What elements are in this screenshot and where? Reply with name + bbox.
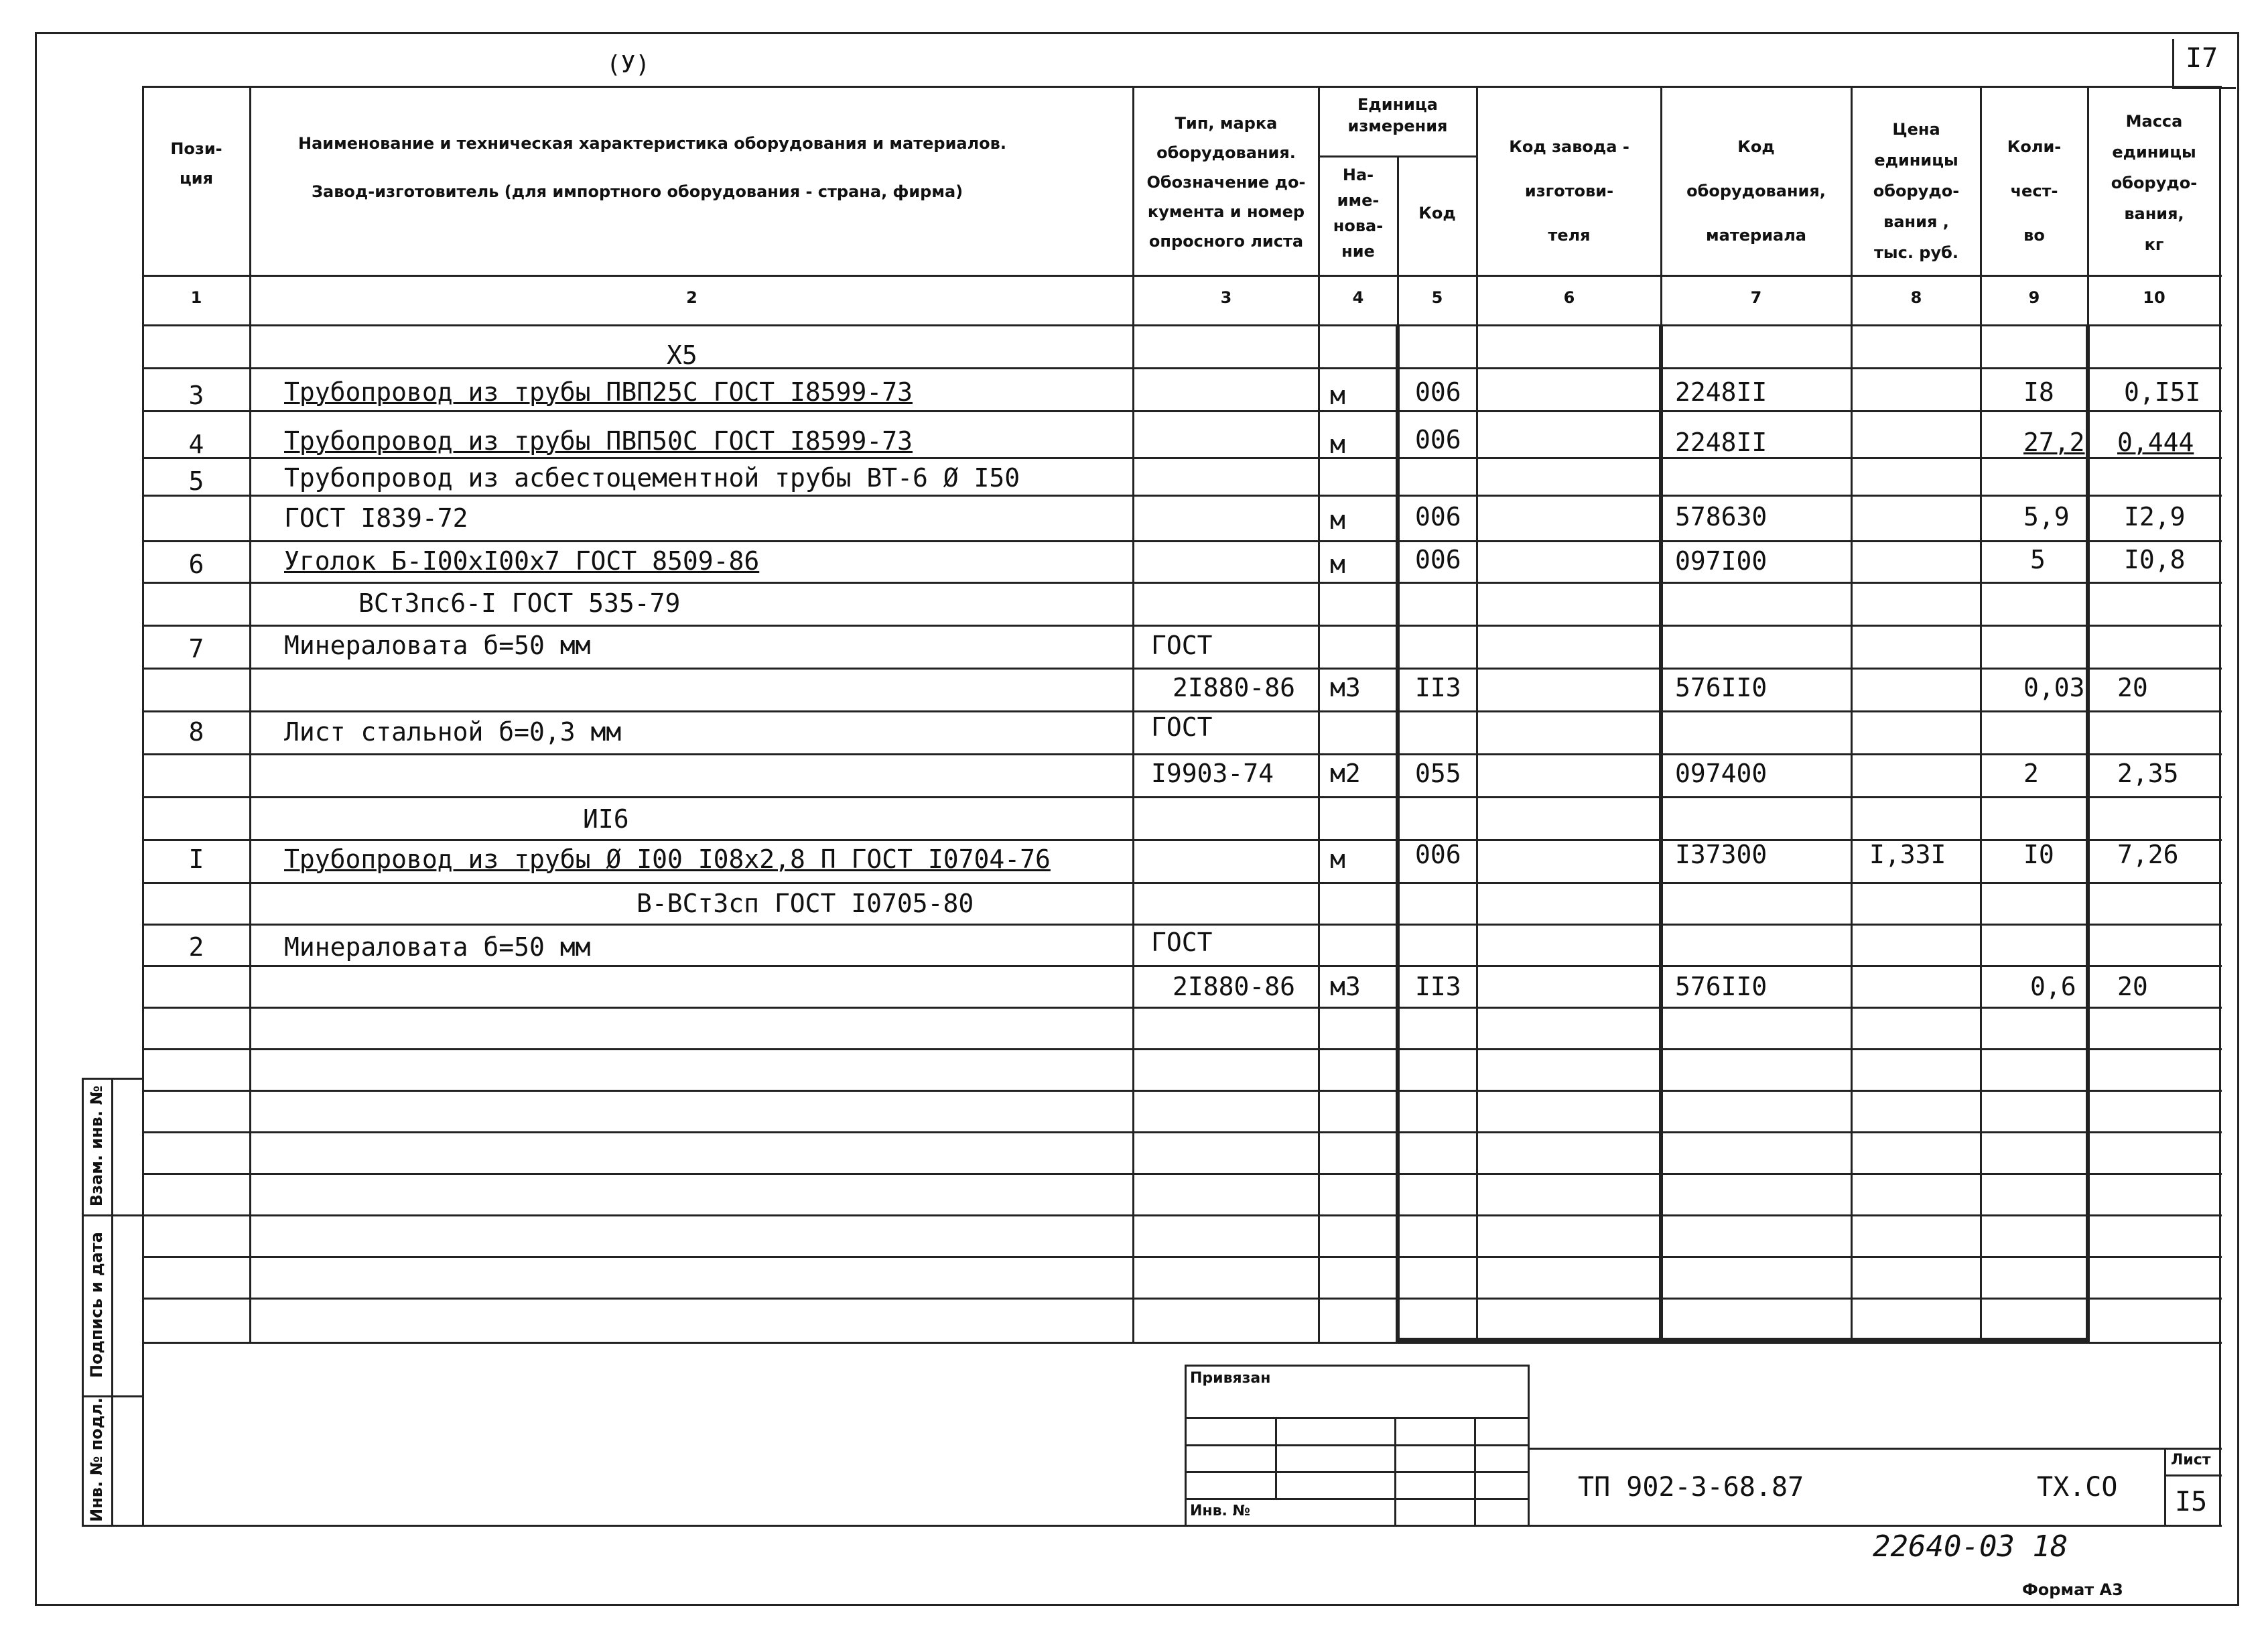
row-mass: 20 — [2117, 673, 2148, 702]
row-quantity: 5,9 — [2023, 502, 2070, 531]
row-mass: 0,444 — [2117, 428, 2194, 457]
col-header-unit-code: Код — [1418, 204, 1456, 223]
row-name: Уголок Б-I00хI00х7 ГОСТ 8509-86 — [284, 546, 760, 576]
section-title: Х5 — [667, 340, 697, 370]
row-quantity: I8 — [2023, 377, 2054, 407]
col-number: 5 — [1431, 288, 1443, 307]
row-name: Трубопровод из трубы ПВП50С ГОСТ I8599-73 — [284, 426, 913, 456]
row-name: Трубопровод из асбестоцементной трубы ВТ-6 Ø I50 — [284, 463, 1020, 493]
row-name: Трубопровод из трубы Ø I00 I08х2,8 П ГОСТ I0704-76 — [284, 844, 1051, 874]
row-position: 4 — [188, 430, 204, 459]
row-unit-code: 006 — [1415, 545, 1461, 574]
row-material-code: 097I00 — [1675, 546, 1767, 576]
col-header-quantity: Коли- чест- во — [2007, 137, 2062, 245]
side-label-vzam: Взам. инв. № — [87, 1085, 106, 1207]
row-quantity: 0,03 — [2023, 673, 2085, 702]
col-header-unit-name: На- име- нова- ние — [1333, 166, 1384, 261]
row-unit-code: 006 — [1415, 377, 1461, 407]
col-header-unit: Единица измерения — [1347, 95, 1448, 135]
col-header-name: Наименование и техническая характеристика оборудования и материалов. — [298, 134, 1006, 153]
row-unit: м2 — [1330, 759, 1361, 788]
row-unit-code: 055 — [1415, 759, 1461, 788]
row-mass: 2,35 — [2117, 759, 2179, 788]
row-unit: м — [1330, 550, 1345, 579]
top-letter: (У) — [606, 51, 651, 78]
row-unit: м3 — [1330, 673, 1361, 702]
row-unit-code: 006 — [1415, 840, 1461, 869]
col-number: 3 — [1220, 288, 1232, 307]
row-unit: м — [1330, 430, 1345, 459]
col-number: 7 — [1750, 288, 1762, 307]
row-name: В-ВСт3сп ГОСТ I0705-80 — [637, 889, 974, 918]
row-document: ГОСТ — [1151, 631, 1213, 660]
row-quantity: 2 — [2023, 759, 2039, 788]
row-quantity: 5 — [2030, 545, 2046, 574]
row-position: 6 — [188, 550, 204, 579]
row-material-code: 2248II — [1675, 377, 1767, 407]
col-number: 9 — [2028, 288, 2040, 307]
row-document: ГОСТ — [1151, 928, 1213, 957]
row-quantity: 0,6 — [2030, 972, 2076, 1001]
row-name: Минераловата б=50 мм — [284, 631, 591, 660]
row-name: ГОСТ I839-72 — [284, 503, 468, 533]
row-material-code: 576II0 — [1675, 673, 1767, 702]
page-frame — [35, 32, 2239, 1606]
row-mass: 0,I5I — [2124, 377, 2201, 407]
col-header-plant-code: Код завода - изготови- теля — [1509, 137, 1629, 245]
row-position: 7 — [188, 634, 204, 664]
col-number: 10 — [2143, 288, 2165, 307]
row-position: 2 — [188, 932, 204, 962]
col-number: 8 — [1910, 288, 1922, 307]
paper-format: Формат А3 — [2022, 1580, 2123, 1599]
stamp-sheet-label: Лист — [2171, 1452, 2211, 1468]
col-header-price: Цена единицы оборудо- вания , тыс. руб. — [1873, 120, 1960, 262]
row-unit: м — [1330, 844, 1345, 874]
row-quantity: 27,2 — [2023, 428, 2085, 457]
row-unit: м — [1330, 505, 1345, 535]
section-title: ИI6 — [583, 804, 629, 834]
row-mass: I0,8 — [2124, 545, 2186, 574]
row-document: 2I880-86 — [1173, 673, 1296, 702]
col-number: 4 — [1352, 288, 1364, 307]
row-material-code: I37300 — [1675, 840, 1767, 869]
row-position: 8 — [188, 717, 204, 747]
row-material-code: 578630 — [1675, 502, 1767, 531]
stamp-inventory-no: Инв. № — [1190, 1503, 1251, 1519]
row-unit: м — [1330, 381, 1345, 410]
col-number: 6 — [1563, 288, 1575, 307]
stamp-sheet-number: I5 — [2175, 1487, 2208, 1517]
row-position: 3 — [188, 381, 204, 410]
side-label-signature: Подпись и дата — [87, 1232, 106, 1378]
stamp-privyazan: Привязан — [1190, 1370, 1271, 1387]
row-name: Минераловата б=50 мм — [284, 932, 591, 962]
handwritten-number: 22640-03 18 — [1873, 1529, 2068, 1564]
stamp-project-code: ТП 902-3-68.87 — [1578, 1472, 1804, 1503]
col-header-mass: Масса единицы оборудо- вания, кг — [2111, 112, 2198, 254]
row-document: ГОСТ — [1151, 712, 1213, 742]
row-material-code: 097400 — [1675, 759, 1767, 788]
row-mass: I2,9 — [2124, 502, 2186, 531]
row-document: 2I880-86 — [1173, 972, 1296, 1001]
row-price: I,33I — [1869, 840, 1946, 869]
row-material-code: 2248II — [1675, 428, 1767, 457]
top-sheet-number: I7 — [2186, 43, 2218, 74]
row-unit-code: II3 — [1415, 673, 1461, 702]
col-header-type: Тип, марка оборудования. Обозначение до- кумента и номер опросного листа — [1146, 114, 1306, 251]
col-header-manufacturer: Завод-изготовитель (для импортного оборудования - страна, фирма) — [312, 182, 963, 201]
row-unit-code: 006 — [1415, 425, 1461, 454]
row-unit: м3 — [1330, 972, 1361, 1001]
col-number: 1 — [190, 288, 202, 307]
row-mass: 7,26 — [2117, 840, 2179, 869]
row-material-code: 576II0 — [1675, 972, 1767, 1001]
col-number: 2 — [686, 288, 697, 307]
col-header-material-code: Код оборудования, материала — [1686, 137, 1826, 245]
row-quantity: I0 — [2023, 840, 2054, 869]
row-unit-code: II3 — [1415, 972, 1461, 1001]
col-header-position: Пози- ция — [170, 139, 222, 188]
row-position: I — [188, 844, 204, 874]
side-label-inventory: Инв. № подл. — [87, 1397, 106, 1522]
row-position: 5 — [188, 466, 204, 496]
row-document: I9903-74 — [1151, 759, 1274, 788]
row-name: ВСт3пс6-I ГОСТ 535-79 — [358, 588, 681, 618]
row-unit-code: 006 — [1415, 502, 1461, 531]
row-mass: 20 — [2117, 972, 2148, 1001]
row-name: Лист стальной б=0,3 мм — [284, 717, 622, 747]
stamp-document-code: ТХ.СО — [2037, 1472, 2118, 1503]
row-name: Трубопровод из трубы ПВП25С ГОСТ I8599-73 — [284, 377, 913, 407]
